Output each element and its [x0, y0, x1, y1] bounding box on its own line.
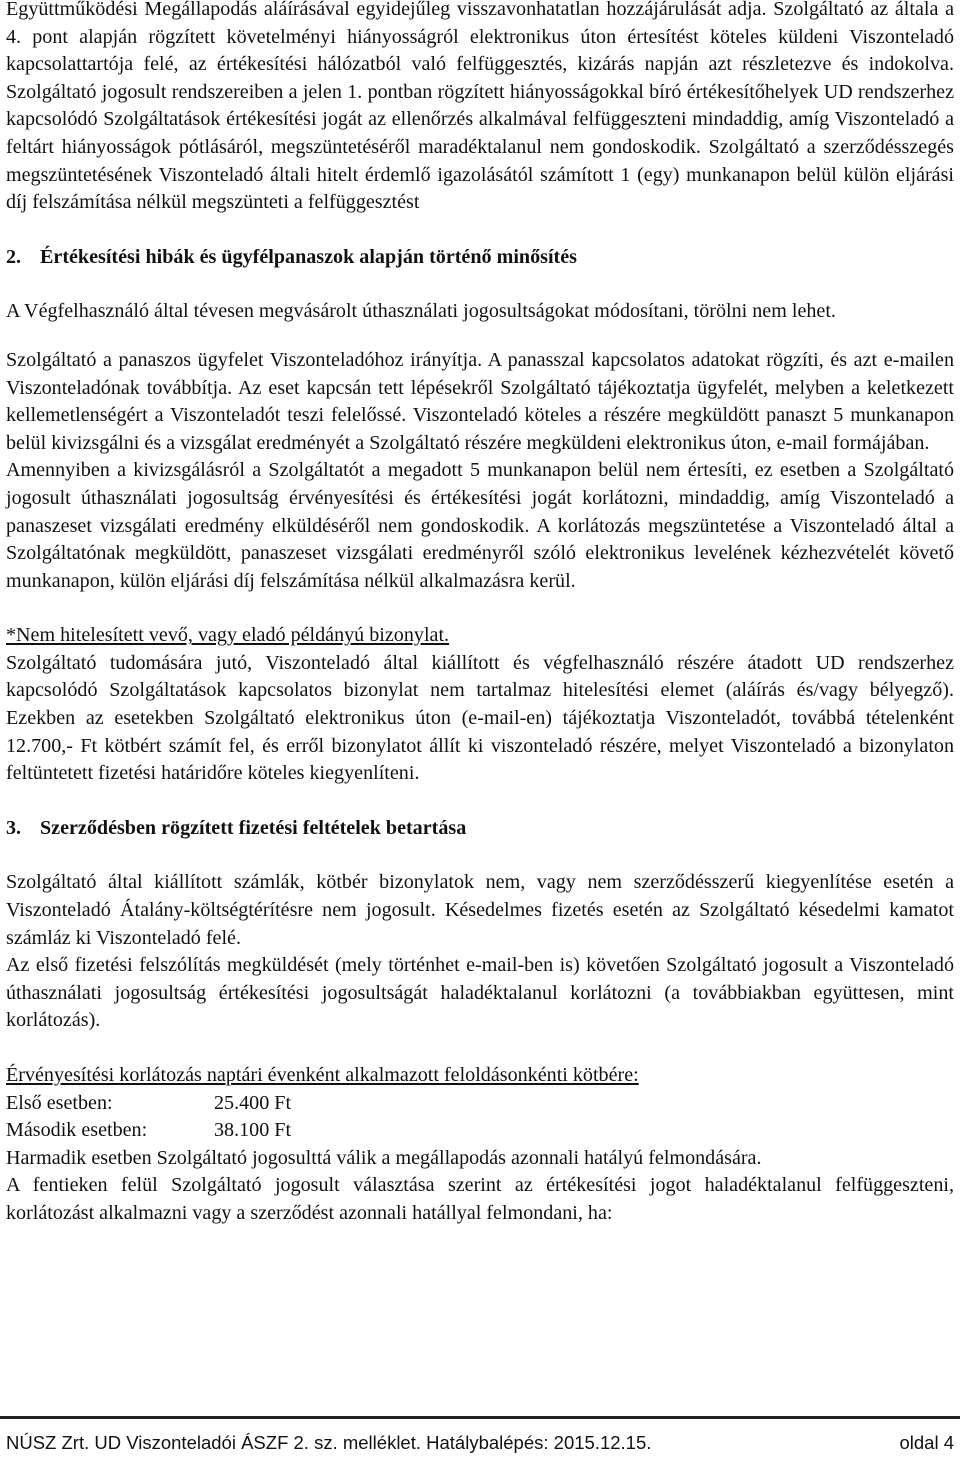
section-title: Szerződésben rögzített fizetési feltételek betartása — [40, 816, 467, 839]
footer-page-number: oldal 4 — [899, 1432, 954, 1453]
section-title: Értékesítési hibák és ügyfélpanaszok alapján történő minősítés — [40, 245, 577, 268]
section-number: 3. — [6, 816, 22, 839]
penalty-amount: 38.100 Ft — [214, 1119, 292, 1142]
section-heading-2 — [6, 244, 954, 272]
penalty-amount: 25.400 Ft — [214, 1091, 292, 1114]
footer-document-info: NÚSZ Zrt. UD Viszonteladói ÁSZF 2. sz. melléklet. Hatálybalépés: 2015.12.15. — [6, 1432, 652, 1453]
paragraph-payment-reminder: Az első fizetési felszólítás megküldését (mely történhet e-mail-ben is) követően Szolgáltató jogosult a Viszonteladó úthasználati jogosultság értékesítési jogosultságát haladéktalanul korlátozni (a továbbiakban együttesen, mint korlátozás). — [6, 954, 954, 1032]
paragraph-erroneous-purchase: A Végfelhasználó által tévesen megvásárolt úthasználati jogosultságokat módosítani, törölni nem lehet. — [6, 300, 836, 323]
document-body — [6, 0, 954, 1228]
page-footer — [0, 1416, 960, 1453]
section-number: 2. — [6, 245, 22, 268]
paragraph-third-case: Harmadik esetben Szolgáltató jogosulttá válik a megállapodás azonnali hatályú felmondására. — [6, 1146, 762, 1169]
penalty-label: Első esetben: — [6, 1091, 113, 1114]
paragraph-receipt-penalty: Szolgáltató tudomására jutó, Viszonteladó által kiállított és végfelhasználó részére átadott UD rendszerhez kapcsolódó Szolgáltatások kapcsolatos bizonylat nem tartalmaz hitelesítési elemet (aláírás és/vagy bélyegző). Ezekben az esetekben Szolgáltató elektronikus úton (e-mail-en) tájékoztatja Viszonteladót, továbbá tételenként 12.700,- Ft kötbért számít fel, és erről bizonylatot állít ki viszonteladó részére, melyet Viszonteladó a bizonylaton feltüntetett fizetési határidőre köteles kiegyenlíteni. — [6, 651, 954, 785]
paragraph-additional-rights: A fentieken felül Szolgáltató jogosult választása szerint az értékesítési jogot haladéktalanul felfüggeszteni, korlátozást alkalmazni vagy a szerződést azonnali hatállyal felmondani, ha: — [6, 1174, 954, 1224]
subheading-penalty-list: Érvényesítési korlátozás naptári évenként alkalmazott feloldásonkénti kötbére: — [6, 1064, 639, 1086]
penalty-row — [6, 1090, 954, 1118]
paragraph-payment-terms: Szolgáltató által kiállított számlák, kötbér bizonylatok nem, vagy nem szerződésszerű kiegyenlítése esetén a Viszonteladó Átalány-költségtérítésre nem jogosult. Késedelmes fizetés esetén az Szolgáltató késedelmi kamatot számláz ki Viszonteladó felé. — [6, 871, 954, 949]
penalty-row — [6, 1117, 954, 1145]
penalty-label: Második esetben: — [6, 1119, 148, 1142]
paragraph-restriction: Amennyiben a kivizsgálásról a Szolgáltatót a megadott 5 munkanapon belül nem értesíti, ez esetben a Szolgáltató jogosult úthasználati jogosultság érvényesítési és értékesítési jogát korlátozni, mindaddig, amíg Viszonteladó a panaszeset vizsgálati eredmény elküldéséről nem gondoskodik. A korlátozás megszüntetése a Viszonteladó által a Szolgáltatónak megküldött, panaszeset vizsgálati eredményről szóló elektronikus levelének kézhezvételét követő munkanapon, külön eljárási díj felszámítása nélkül alkalmazásra kerül. — [6, 459, 954, 592]
paragraph-suspension: Együttműködési Megállapodás aláírásával egyidejűleg visszavonhatatlan hozzájárulását adja. Szolgáltató az általa a 4. pont alapján rögzített követelményi hiányosságról elektronikus úton értesítést köteles küldeni Viszonteladó kapcsolattartója felé, az értékesítési hálózatból való felfüggesztés, kizárás napján azt részletezve és indokolva. Szolgáltató jogosult rendszereiben a jelen 1. pontban rögzített hiányosságokkal bíró értékesítőhelyek UD rendszerhez kapcsolódó Szolgáltatások értékesítési jogát az ellenőrzés alkalmával felfüggeszteni mindaddig, amíg Viszonteladó a feltárt hiányosságok pótlásáról, megszüntetéséről maradéktalanul nem gondoskodik. Szolgáltató a szerződésszegés megszüntetésének Viszonteladó általi hitelt érdemlő igazolásától számított 1 (egy) munkanapon belül külön eljárási díj felszámítása nélkül megszünteti a felfüggesztést — [6, 0, 954, 214]
paragraph-complaints: Szolgáltató a panaszos ügyfelet Viszonteladóhoz irányítja. A panasszal kapcsolatos adatokat rögzíti, és azt e-mailen Viszonteladónak továbbítja. Az eset kapcsán tett lépésekről Szolgáltató tájékoztatja ügyfelét, melyben a keletkezett kellemetlenségért a Viszonteladót teszi felelőssé. Viszonteladó köteles a részére megküldött panaszt 5 munkanapon belül kivizsgálni és a vizsgálat eredményét a Szolgáltató részére megküldeni elektronikus úton, e-mail formájában. — [6, 348, 954, 454]
subheading-unauthenticated-receipt: *Nem hitelesített vevő, vagy eladó példányú bizonylat. — [6, 624, 450, 647]
section-heading-3 — [6, 815, 954, 843]
